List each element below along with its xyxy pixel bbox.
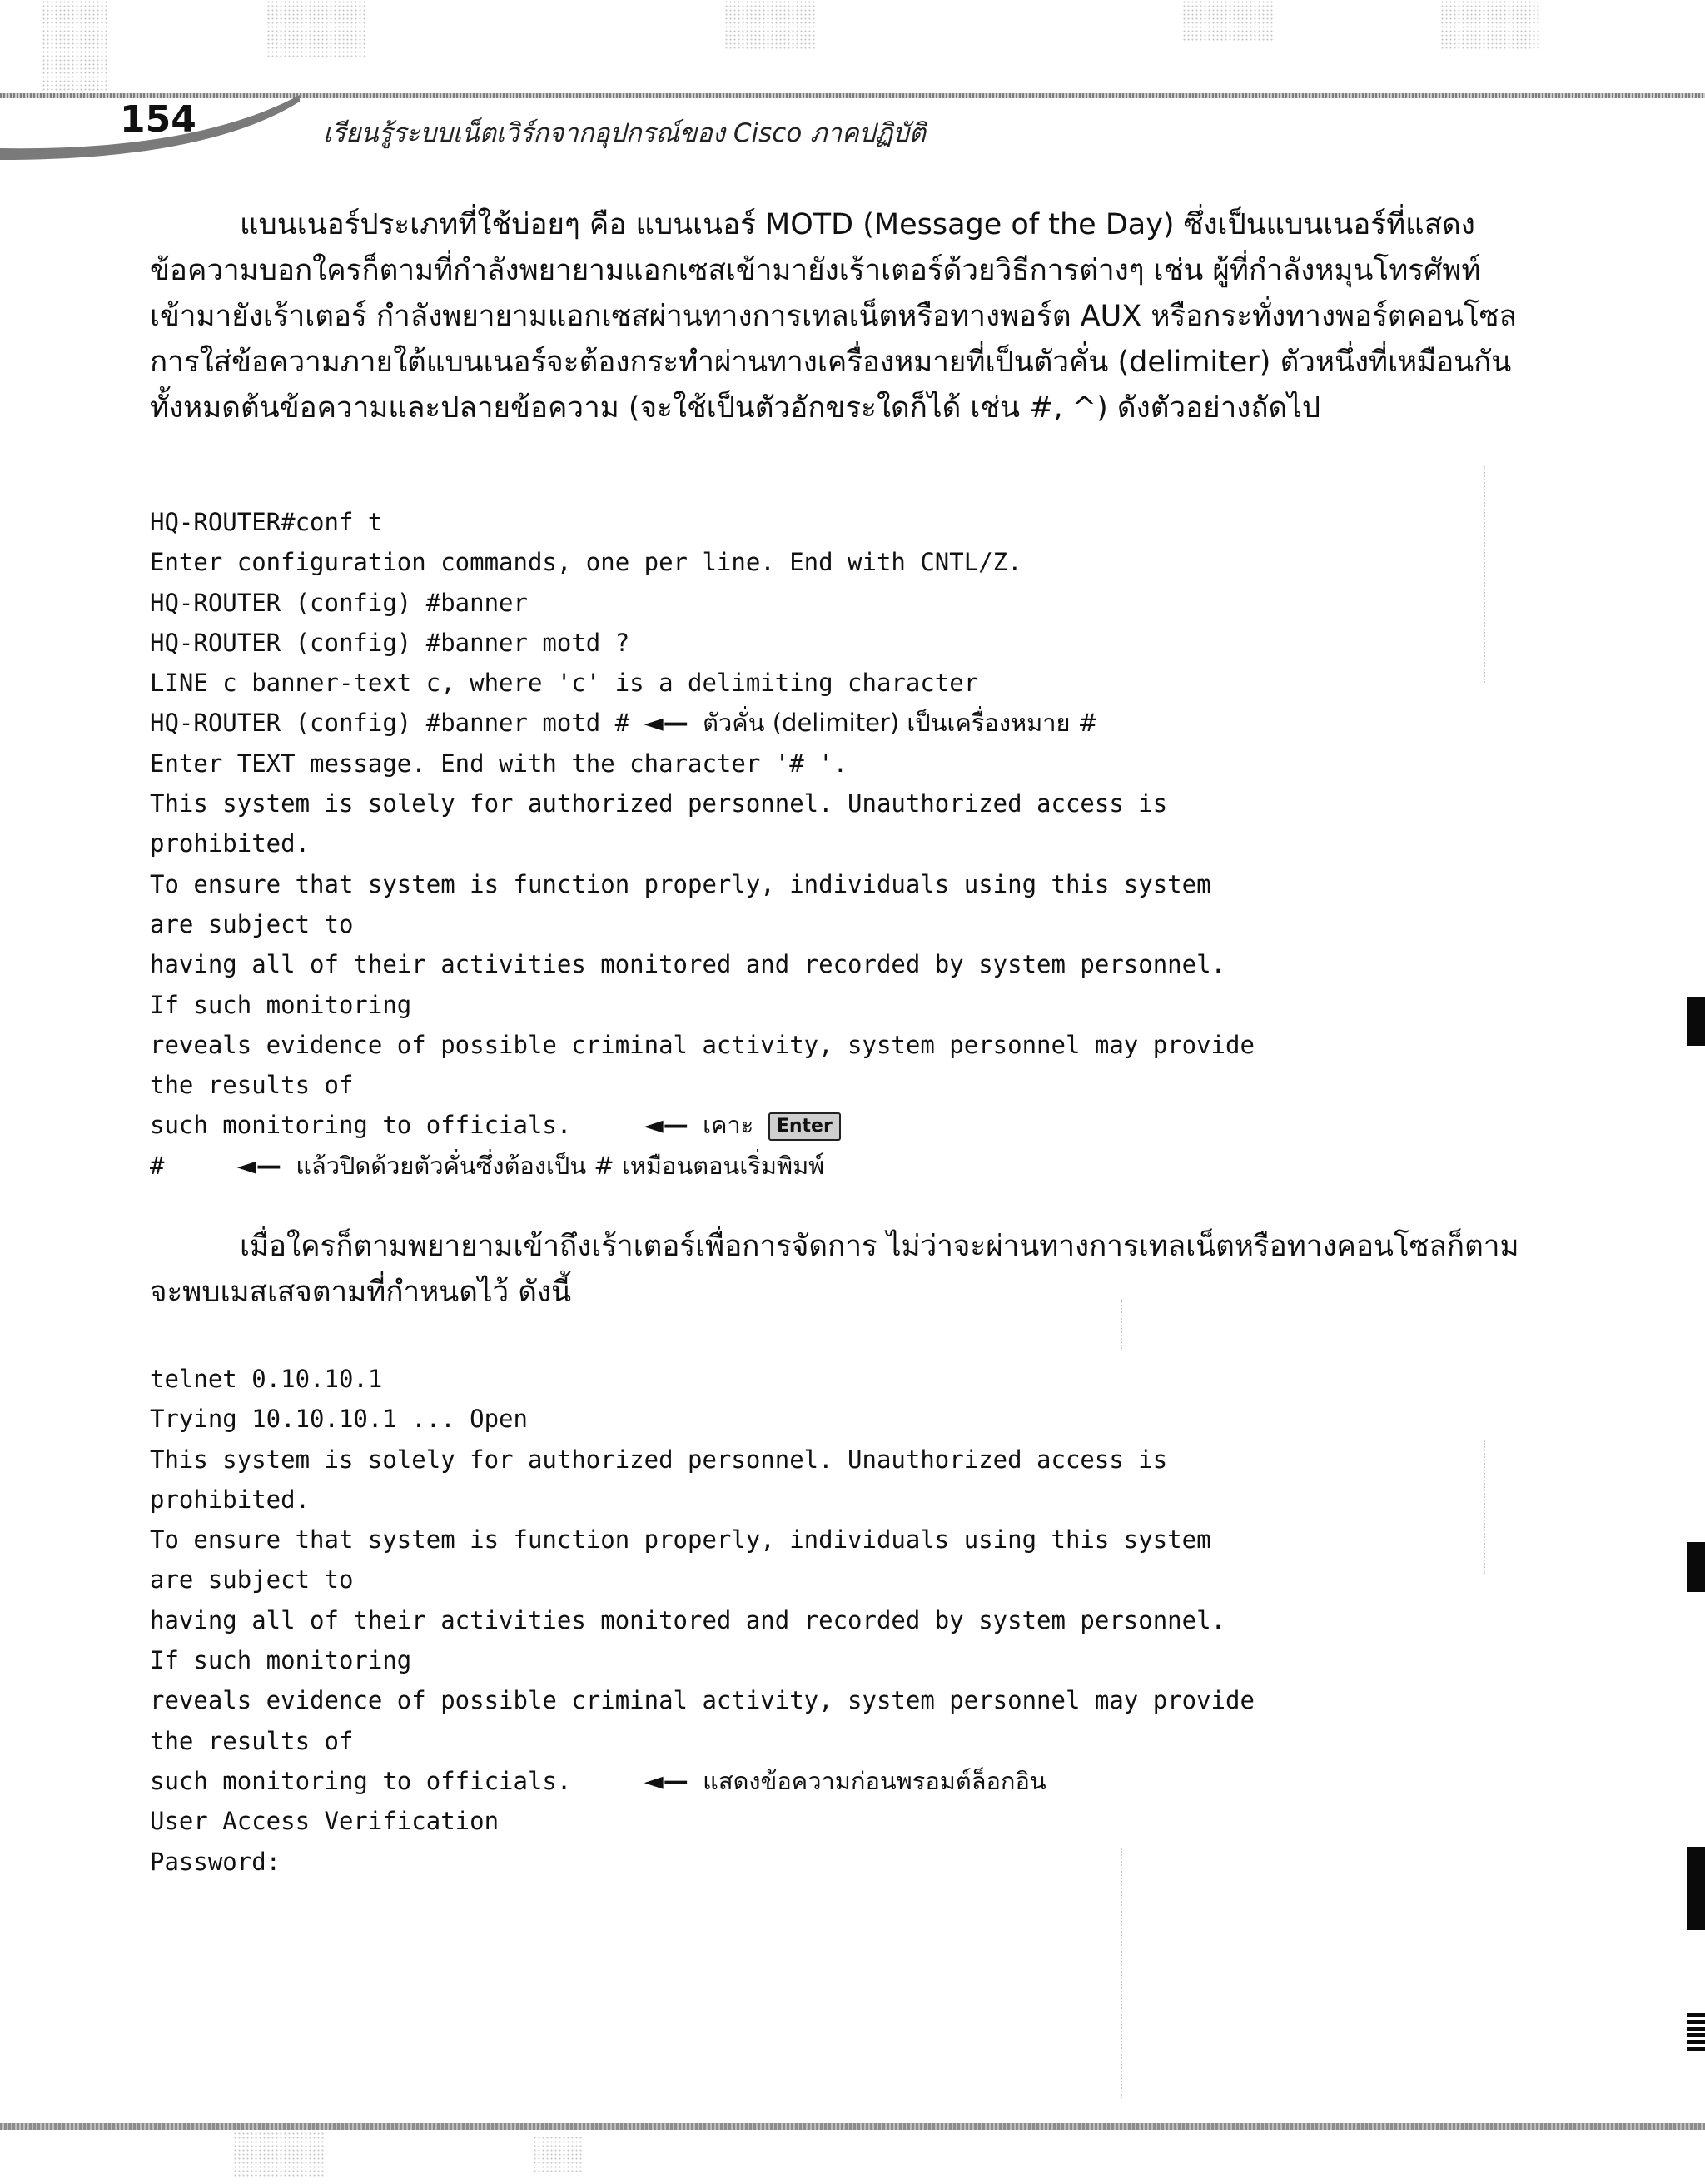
left-arrow-icon: ◄— [236,1151,281,1181]
scan-artifact-line [1484,466,1487,683]
code-line: the results of [150,1726,354,1755]
thumb-tab-mark [1687,997,1705,1046]
scan-noise [266,0,366,58]
annotation-note: ตัวคั่น (delimiter) เป็นเครื่องหมาย # [703,709,1099,738]
code-line: telnet 0.10.10.1 [150,1365,383,1393]
annotation-note: เคาะ [703,1111,754,1140]
code-line: prohibited. [150,1485,311,1514]
code-text: # [150,1151,237,1180]
scan-noise [533,2136,583,2173]
code-line: This system is solely for authorized personnel. Unauthorized access is [150,789,1168,818]
paragraph-line: เมื่อใครก็ตามพยายามเข้าถึงเร้าเตอร์เพื่อการจัดการ ไม่ว่าจะผ่านทางการเทลเน็ตหรือทางคอนโซลก็ตาม [240,1230,1519,1263]
scan-noise [42,0,108,92]
code-line: are subject to [150,1565,354,1594]
code-line: To ensure that system is function properly, individuals using this system [150,869,1211,898]
scan-artifact-line [1484,1440,1487,1574]
scan-noise [233,2132,325,2177]
code-line-with-note [150,1146,1255,1186]
annotation-note: แล้วปิดด้วยตัวคั่นซึ่งต้องเป็น # เหมือนตอนเริ่มพิมพ์ [296,1151,825,1180]
code-line-with-note [150,1105,1255,1145]
code-line-with-note [150,1761,1255,1801]
code-line: reveals evidence of possible criminal activity, system personnel may provide [150,1686,1255,1715]
annotation-note: แสดงข้อความก่อนพรอมต์ล็อกอิน [703,1766,1046,1795]
paragraph-line: การใส่ข้อความภายใต้แบนเนอร์จะต้องกระทำผ่านทางเครื่องหมายที่เป็นตัวคั่น (delimiter) ตัวหนึ่งที่เหมือนกัน [150,346,1512,379]
code-line: having all of their activities monitored and recorded by system personnel. [150,950,1226,979]
code-text: such monitoring to officials. [150,1766,644,1795]
scan-artifact-line [1121,1299,1124,1349]
scan-noise [1440,0,1540,50]
code-line: LINE c banner-text c, where 'c' is a delimiting character [150,669,979,698]
thumb-tab-stripes [1687,2013,1705,2053]
code-line: HQ-ROUTER (config) #banner [150,588,528,617]
footer-rule [0,2123,1705,2130]
left-arrow-icon: ◄— [644,1111,688,1141]
scan-noise [1182,0,1274,42]
code-text: such monitoring to officials. [150,1111,644,1140]
code-line: Enter TEXT message. End with the character '# '. [150,749,848,778]
running-head: เรียนรู้ระบบเน็ตเวิร์กจากอุปกรณ์ของ Cisco ภาคปฏิบัติ [323,118,927,148]
code-line: If such monitoring [150,990,412,1019]
code-line: reveals evidence of possible criminal activity, system personnel may provide [150,1030,1255,1059]
paragraph-line: ทั้งหมดต้นข้อความและปลายข้อความ (จะใช้เป็นตัวอักขระใดก็ได้ เช่น #, ^) ดังตัวอย่างถัดไป [150,391,1321,425]
code-line: Trying 10.10.10.1 ... Open [150,1405,528,1434]
paragraph-line: จะพบเมสเสจตามที่กำหนดไว้ ดังนี้ [150,1276,572,1309]
code-line: This system is solely for authorized personnel. Unauthorized access is [150,1445,1168,1474]
code-text: HQ-ROUTER (config) #banner motd # [150,709,644,738]
thumb-tab-mark [1687,1847,1705,1930]
code-line: User Access Verification [150,1807,500,1836]
intro-paragraph [150,202,1518,431]
thumb-tab-mark [1687,1542,1705,1592]
code-line: prohibited. [150,829,311,858]
paragraph-line: ข้อความบอกใครก็ตามที่กำลังพยายามแอกเซสเข้ามายังเร้าเตอร์ด้วยวิธีการต่างๆ เช่น ผู้ที่กำลังหมุนโทรศัพท์ [150,254,1481,287]
code-line: Enter configuration commands, one per line. End with CNTL/Z. [150,548,1022,577]
code-line: the results of [150,1071,354,1100]
paragraph-line: แบนเนอร์ประเภทที่ใช้บ่อยๆ คือ แบนเนอร์ MOTD (Message of the Day) ซึ่งเป็นแบนเนอร์ที่แสดง [240,208,1475,241]
config-code-block [150,502,1255,1186]
code-line: To ensure that system is function properly, individuals using this system [150,1525,1211,1555]
code-line-with-note [150,703,1255,743]
code-line: are subject to [150,909,354,938]
scan-artifact-line [1121,1848,1124,2098]
left-arrow-icon: ◄— [644,1766,688,1796]
code-line: HQ-ROUTER (config) #banner motd ? [150,628,630,657]
scan-noise [724,0,816,50]
paragraph-line: เข้ามายังเร้าเตอร์ กำลังพยายามแอกเซสผ่านทางการเทลเน็ตหรือทางพอร์ต AUX หรือกระทั่งทางพอร์ตคอนโซล [150,300,1518,333]
code-line: Password: [150,1847,281,1876]
telnet-code-block [150,1359,1255,1882]
enter-key-icon: Enter [768,1112,841,1141]
code-line: If such monitoring [150,1646,412,1675]
code-line: HQ-ROUTER#conf t [150,508,383,536]
page-number: 154 [120,98,196,141]
left-arrow-icon: ◄— [644,709,688,739]
code-line: having all of their activities monitored and recorded by system personnel. [150,1605,1226,1634]
middle-paragraph [150,1224,1519,1316]
